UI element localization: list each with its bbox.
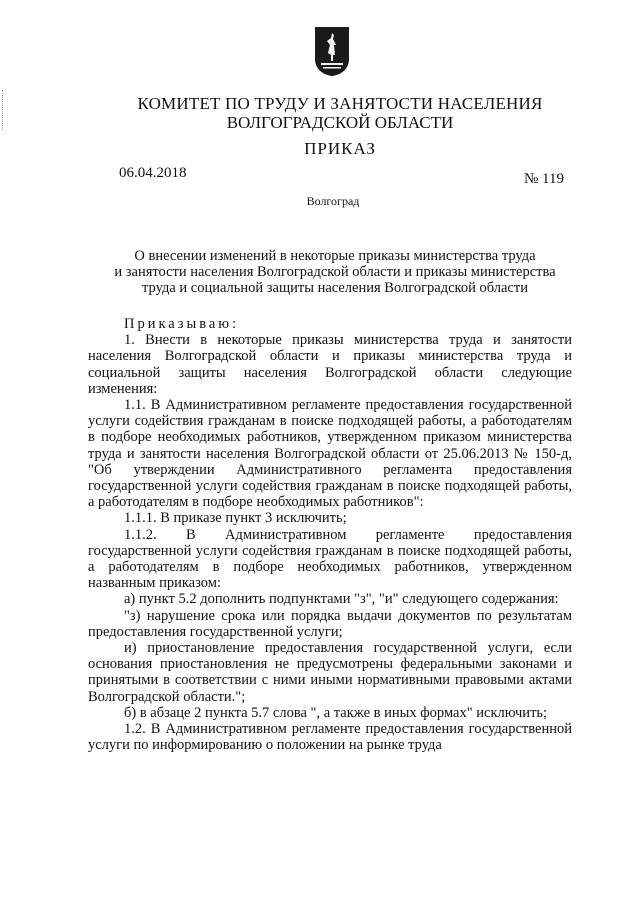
paragraph: 1.2. В Административном регламенте предоставления государственной услуги по информированию о положении на рынке труда xyxy=(88,721,572,754)
document-number: № 119 xyxy=(524,171,565,187)
title-line: О внесении изменений в некоторые приказы министерства труда xyxy=(134,248,536,264)
coat-of-arms-icon xyxy=(313,25,351,77)
title-line: и занятости населения Волгоградской области и приказы министерства xyxy=(114,264,556,280)
organization-name-line2: ВОЛГОГРАДСКОЙ ОБЛАСТИ xyxy=(226,113,454,132)
document-date: 06.04.2018 xyxy=(119,165,187,181)
paragraph: 1.1.1. В приказе пункт 3 исключить; xyxy=(124,510,347,527)
paragraph: 1.1. В Административном регламенте предоставления государственной услуги содействия гражданам в поиске подходящей работы, а работодателям в подборе необходимых работников, утвержденном приказом министерства труда и занятости населения Волгоградской области от 25.06.2013 № 150-д, "Об утверждении Административного регламента предоставления государственной услуги содействия гражданам в поиске подходящей работы, а работодателям в подборе необходимых работников": xyxy=(88,397,572,511)
title-line: труда и социальной защиты населения Волгоградской области xyxy=(142,280,528,296)
scan-margin-mark xyxy=(2,90,6,130)
paragraph: а) пункт 5.2 дополнить подпунктами "з", "и" следующего содержания: xyxy=(124,591,559,608)
paragraph: "з) нарушение срока или порядка выдачи документов по результатам предоставления государственной услуги; xyxy=(88,607,572,640)
document-type: ПРИКАЗ xyxy=(304,139,376,158)
paragraph: 1. Внести в некоторые приказы министерства труда и занятости населения Волгоградской области и приказы министерства труда и социальной защиты населения Волгоградской области следующие изменения: xyxy=(88,332,572,397)
organization-name-line1: КОМИТЕТ ПО ТРУДУ И ЗАНЯТОСТИ НАСЕЛЕНИЯ xyxy=(137,94,543,113)
paragraph: б) в абзаце 2 пункта 5.7 слова ", а также в иных формах" исключить; xyxy=(124,704,548,721)
paragraph: и) приостановление предоставления государственной услуги, если основания приостановления не предусмотрены федеральными законами и принятыми в соответствии с ними иными нормативными правовыми актами Волгоградской области."; xyxy=(88,640,572,705)
order-keyword: Приказываю: xyxy=(124,316,240,332)
document-body xyxy=(88,316,572,753)
document-title xyxy=(100,248,570,296)
document-city: Волгоград xyxy=(306,194,360,208)
paragraph: 1.1.2. В Административном регламенте предоставления государственной услуги содействия гражданам в поиске подходящей работы, а работодателям в подборе необходимых работников, утвержденном названным приказом: xyxy=(88,526,572,592)
